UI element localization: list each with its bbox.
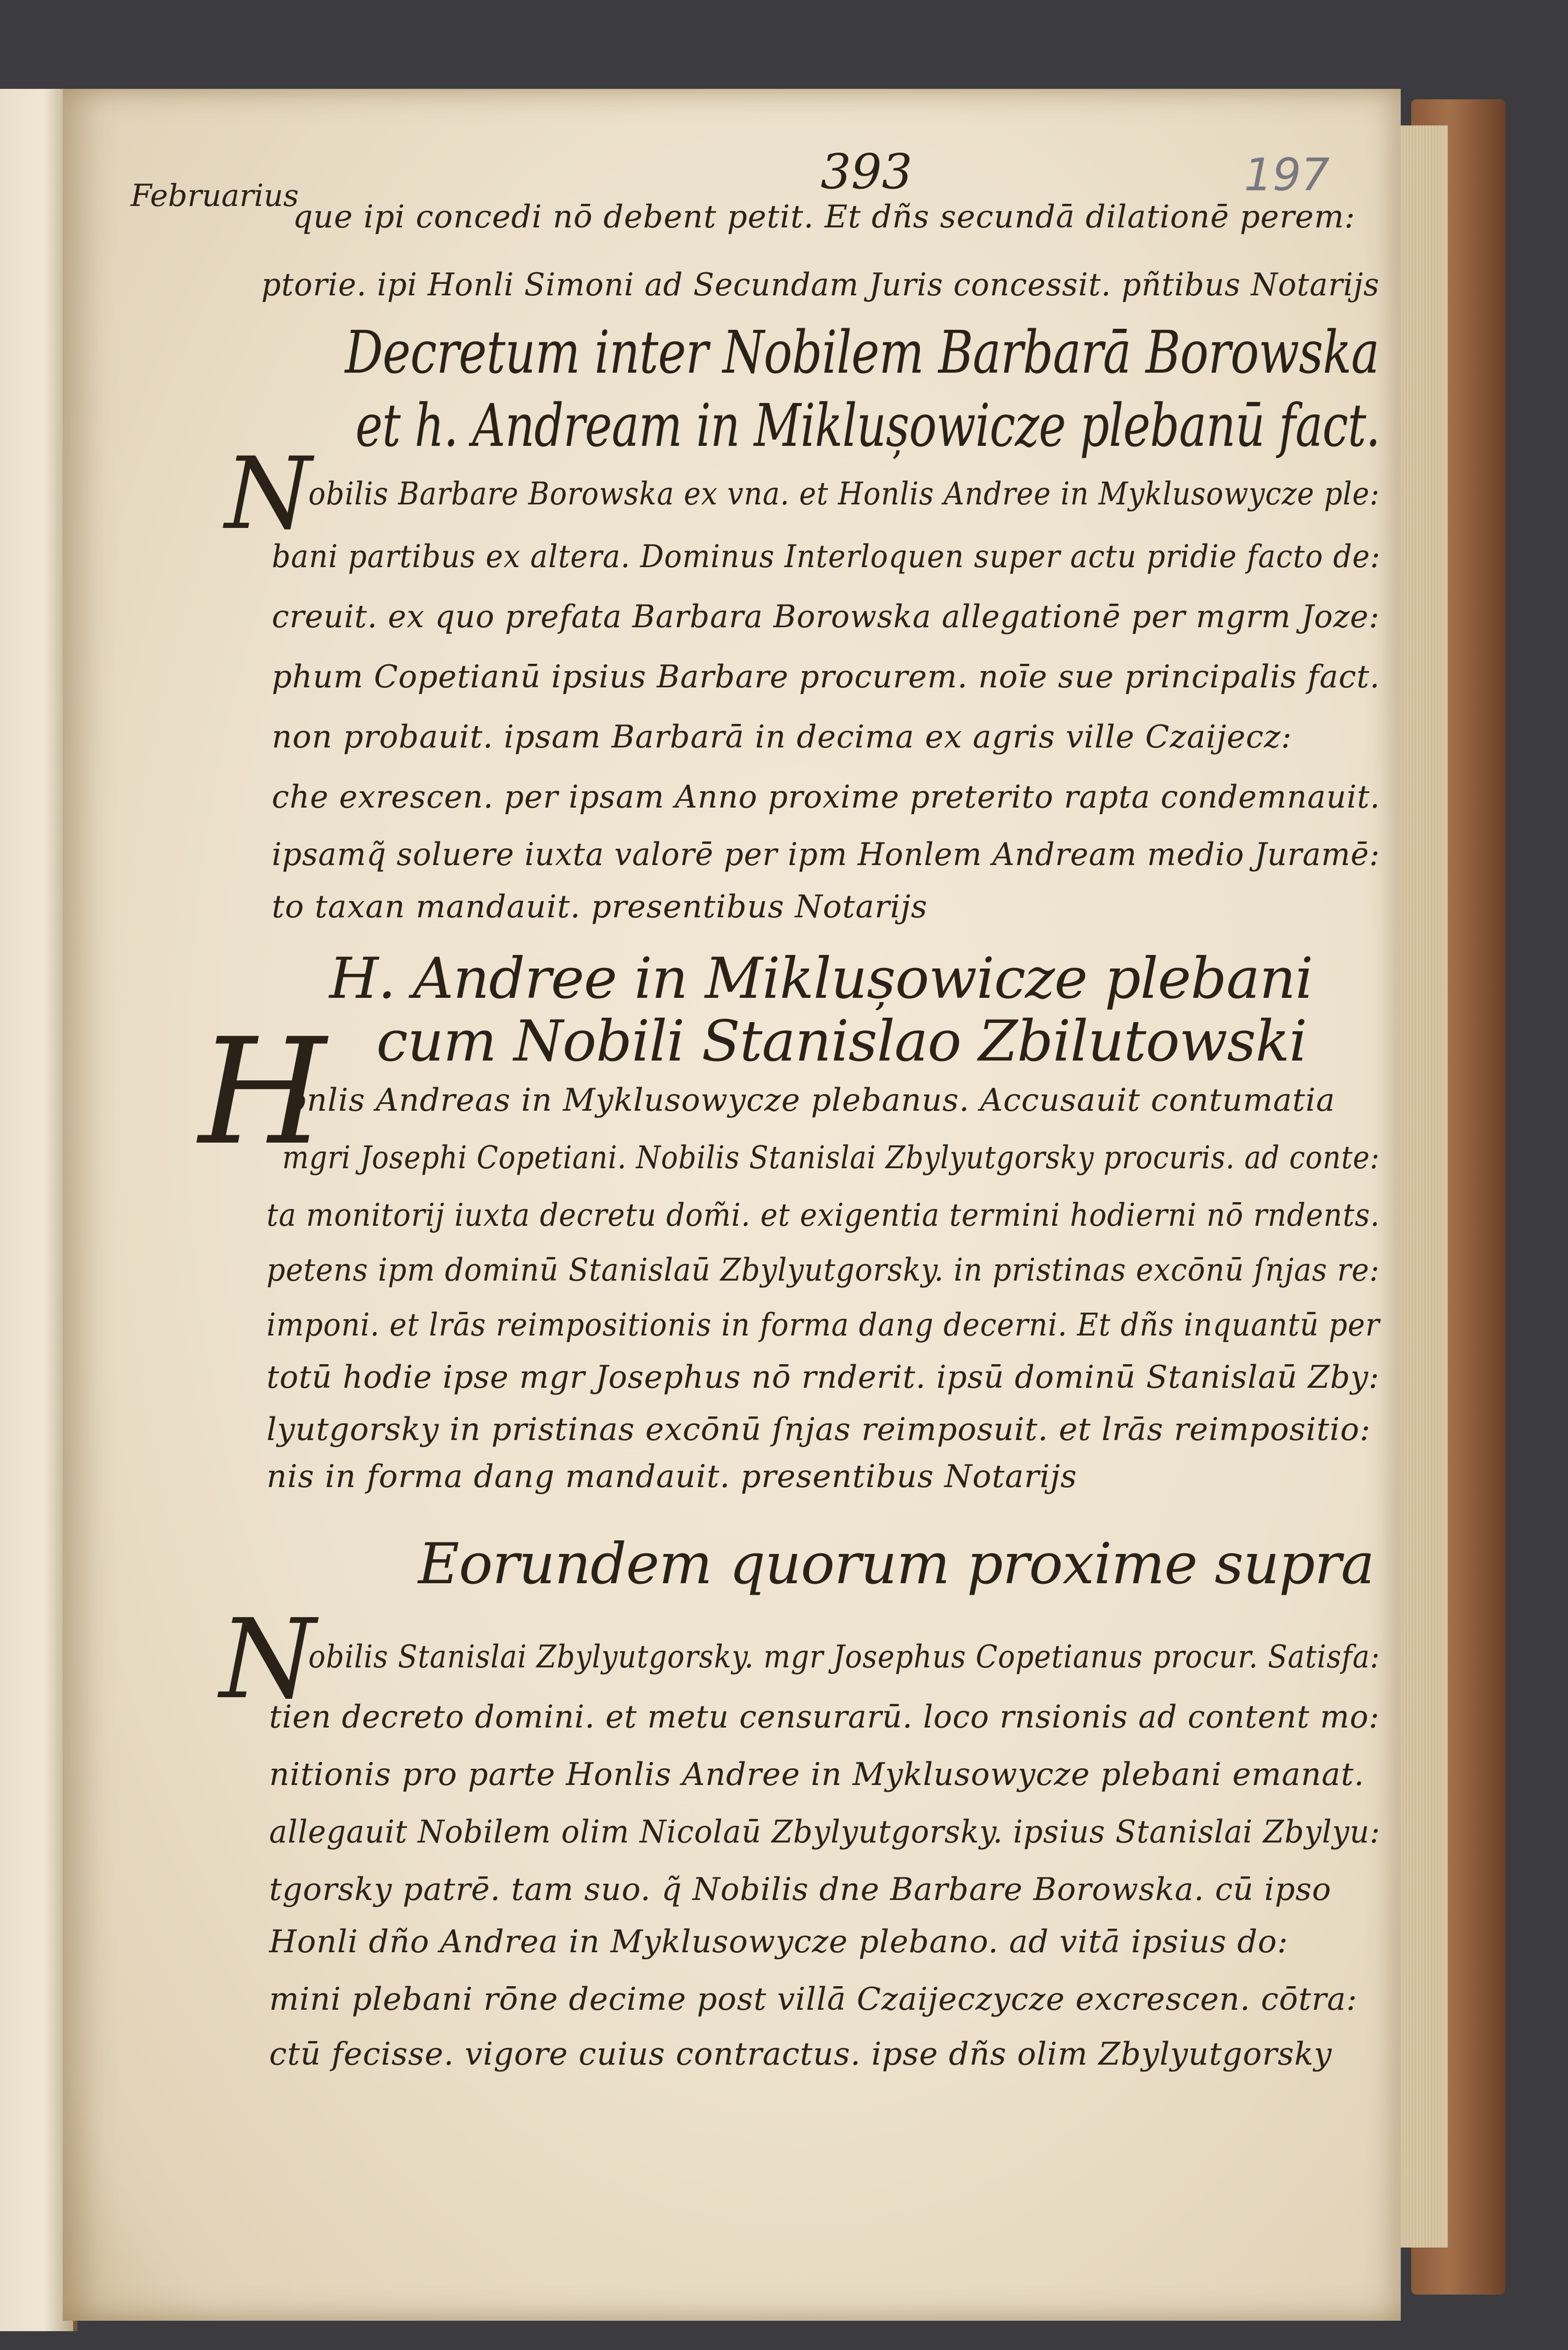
text-line: bani partibus ex altera. Dominus Interloquen super actu pridie facto de: — [272, 538, 1381, 575]
text-line: ctū fecisse. vigore cuius contractus. ipse dñs olim Zbylyutgorsky — [269, 2036, 1332, 2072]
text-line: obilis Barbare Borowska ex vna. et Honlis Andree in Myklusowycze ple: — [308, 476, 1380, 512]
text-line: tgorsky patrē. tam suo. q̃ Nobilis dne Barbare Borowska. cū ipso — [269, 1871, 1332, 1908]
manuscript-page — [63, 89, 1401, 2321]
text-line: ptorie. ipi Honli Simoni ad Secundam Juris concessit. pñtibus Notarijs — [261, 267, 1380, 303]
initial-letter: N — [220, 1595, 316, 1723]
text-line: non probauit. ipsam Barbarā in decima ex agris ville Czaijecz: — [272, 719, 1293, 755]
text-line: petens ipm dominū Stanislaū Zbylyutgorsky. in pristinas excōnū ſnjas re: — [267, 1252, 1380, 1288]
text-line: nis in forma dang mandauit. presentibus Notarijs — [267, 1458, 1077, 1495]
text-line: lyutgorsky in pristinas excōnū ſnjas reimposuit. et lrās reimpositio: — [267, 1411, 1371, 1448]
heading-line: Eorundem quorum proxime supra — [418, 1531, 1375, 1597]
initial-letter: N — [225, 436, 312, 551]
heading-line: et h. Andream in Miklușowicze plebanū fact. — [355, 392, 1380, 460]
text-line: ta monitorij iuxta decretu dom̃i. et exigentia termini hodierni nō rndents. — [267, 1197, 1380, 1234]
folio-number-ink: 393 — [821, 144, 913, 200]
text-line: creuit. ex quo prefata Barbara Borowska allegationē per mgrm Joze: — [272, 598, 1380, 635]
heading-line: cum Nobili Stanislao Zbilutowski — [376, 1009, 1307, 1074]
text-line: totū hodie ipse mgr Josephus nō rnderit. ipsū dominū Stanislaū Zby: — [267, 1359, 1380, 1396]
text-line: mini plebani rōne decime post villā Czaijeczycze excrescen. cōtra: — [269, 1981, 1358, 2018]
text-line: obilis Stanislai Zbylyutgorsky. mgr Josephus Copetianus procur. Satisfa: — [308, 1639, 1380, 1675]
margin-note: Februarius — [131, 178, 299, 213]
heading-line: H. Andree in Miklușowicze plebani — [329, 946, 1313, 1011]
text-line: Honli dño Andrea in Myklusowycze plebano. ad vitā ipsius do: — [269, 1923, 1288, 1960]
text-line: ipsamq̃ soluere iuxta valorē per ipm Honlem Andream medio Juramē: — [272, 836, 1380, 873]
text-line: allegauit Nobilem olim Nicolaū Zbylyutgorsky. ipsius Stanislai Zbylyu: — [269, 1814, 1381, 1850]
text-line: que ipi concedi nō debent petit. Et dñs secundā dilationē perem: — [293, 199, 1356, 235]
text-line: nitionis pro parte Honlis Andree in Myklusowycze plebani emanat. — [269, 1756, 1365, 1793]
text-line: onlis Andreas in Myklusowycze plebanus. Accusauit contumatia — [287, 1082, 1335, 1119]
text-line: to taxan mandauit. presentibus Notarijs — [272, 889, 928, 925]
heading-line: Decretum inter Nobilem Barbarā Borowska — [345, 319, 1379, 387]
text-line: imponi. et lrās reimpositionis in forma dang decerni. Et dñs inquantū per — [267, 1307, 1380, 1343]
text-line: mgri Josephi Copetiani. Nobilis Stanislai Zbylyutgorsky procuris. ad conte: — [282, 1139, 1380, 1176]
text-line: che exrescen. per ipsam Anno proxime preterito rapta condemnauit. — [272, 779, 1380, 815]
folio-number-pencil: 197 — [1244, 149, 1330, 201]
initial-letter: H — [199, 1007, 327, 1178]
text-line: tien decreto domini. et metu censurarū. loco rnsionis ad content mo: — [269, 1699, 1380, 1735]
text-line: phum Copetianū ipsius Barbare procurem. noīe sue principalis fact. — [272, 659, 1380, 695]
